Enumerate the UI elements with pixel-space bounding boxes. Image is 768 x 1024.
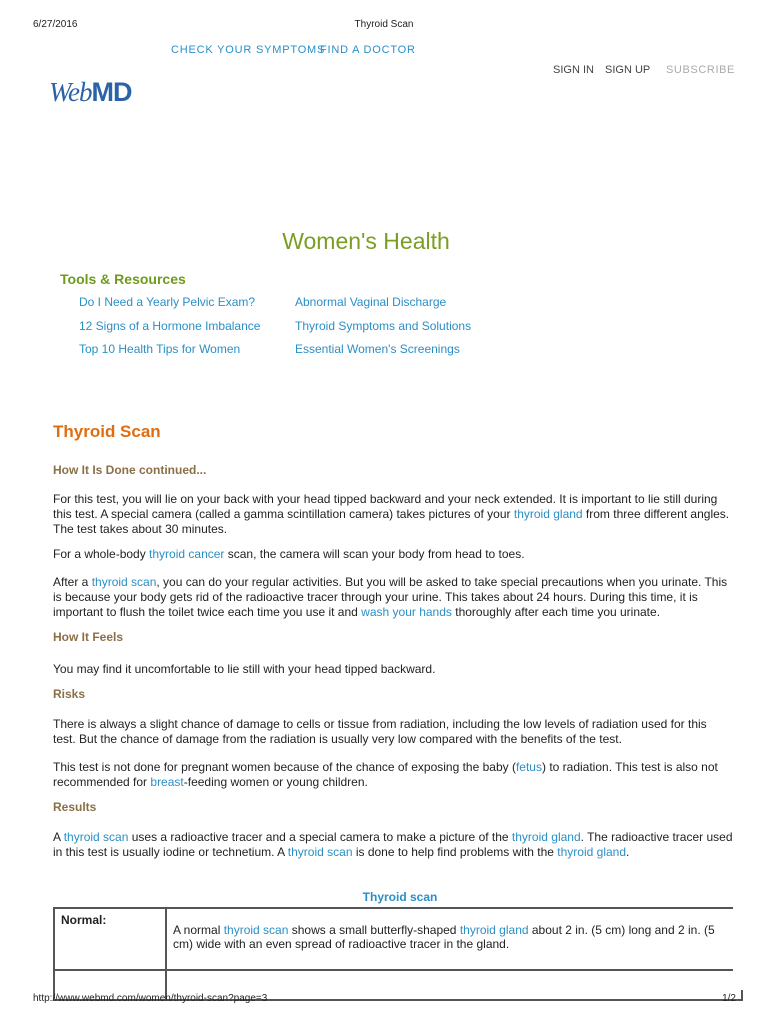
- table-cell-label: Normal:: [54, 908, 166, 970]
- link-thyroid-gland[interactable]: thyroid gland: [511, 830, 581, 844]
- paragraph-line: For this test, you will lie on your back with your head tipped backward and your neck extended. It is important to lie still during: [53, 492, 718, 506]
- page-clip: [733, 900, 768, 990]
- paragraph-line: You may find it uncomfortable to lie still with your head tipped backward.: [53, 662, 436, 676]
- heading-risks: Risks: [53, 687, 86, 701]
- webmd-logo[interactable]: WebMD: [49, 77, 132, 107]
- tool-link-screenings[interactable]: Essential Women's Screenings: [295, 342, 460, 356]
- section-title: Women's Health: [282, 228, 450, 254]
- print-url: http://www.webmd.com/women/thyroid-scan?page=3: [33, 993, 268, 1004]
- paragraph-line: in this test is usually iodine or technetium. A thyroid scan is done to help find problems with the thyroid gland.: [53, 845, 630, 859]
- link-thyroid-scan[interactable]: thyroid scan: [287, 845, 353, 859]
- tool-link-health-tips[interactable]: Top 10 Health Tips for Women: [79, 342, 241, 356]
- link-thyroid-gland[interactable]: thyroid gland: [459, 923, 529, 937]
- link-thyroid-scan[interactable]: thyroid scan: [91, 575, 157, 589]
- paragraph-line: For a whole-body thyroid cancer scan, the camera will scan your body from head to toes.: [53, 547, 525, 561]
- paragraph-line: test. But the chance of damage from the radiation is usually very low compared with the benefits of the test.: [53, 732, 622, 746]
- link-thyroid-scan[interactable]: thyroid scan: [63, 830, 129, 844]
- print-page-number: 1/2: [722, 993, 736, 1004]
- table-cell-value: A normal thyroid scan shows a small butterfly-shaped thyroid gland about 2 in. (5 cm) long and 2 in. (5 cm) wide with an even spread of radioactive tracer in the gland.: [166, 908, 742, 970]
- paragraph-line: The test takes about 30 minutes.: [53, 522, 228, 536]
- link-thyroid-gland[interactable]: thyroid gland: [513, 507, 583, 521]
- tools-heading: Tools & Resources: [60, 271, 186, 287]
- print-date: 6/27/2016: [33, 19, 78, 30]
- tool-link-pelvic-exam[interactable]: Do I Need a Yearly Pelvic Exam?: [79, 295, 256, 309]
- sign-up-link[interactable]: SIGN UP: [605, 64, 651, 76]
- paragraph-line: recommended for breast-feeding women or young children.: [53, 775, 368, 789]
- heading-results: Results: [53, 800, 97, 814]
- paragraph-line: is because your body gets rid of the radioactive tracer through your urine. This takes about 24 hours. During this time, it is: [53, 590, 698, 604]
- link-fetus[interactable]: fetus: [515, 760, 542, 774]
- paragraph-line: There is always a slight chance of damage to cells or tissue from radiation, including the low levels of radiation used for this: [53, 717, 707, 731]
- paragraph-line: this test. A special camera (called a gamma scintillation camera) takes pictures of your thyroid gland from three different angles.: [53, 507, 730, 521]
- tool-link-vaginal-discharge[interactable]: Abnormal Vaginal Discharge: [295, 295, 447, 309]
- link-breast[interactable]: breast: [150, 775, 184, 789]
- nav-find-doctor[interactable]: FIND A DOCTOR: [320, 44, 416, 56]
- article-body: [53, 422, 733, 860]
- paragraph-line: After a thyroid scan, you can do your regular activities. But you will be asked to take special precautions when you urinate. This: [53, 575, 728, 589]
- table-row: [54, 908, 742, 970]
- results-table: [53, 907, 743, 1001]
- print-title: Thyroid Scan: [354, 19, 414, 30]
- sign-in-link[interactable]: SIGN IN: [553, 64, 594, 76]
- link-thyroid-scan[interactable]: thyroid scan: [223, 923, 289, 937]
- table-caption: Thyroid scan: [362, 890, 438, 904]
- heading-how-feels: How It Feels: [53, 630, 124, 644]
- article-title: Thyroid Scan: [53, 422, 161, 441]
- paragraph-line: important to flush the toilet twice each time you use it and wash your hands thoroughly after each time you urinate.: [53, 605, 661, 619]
- paragraph-line: This test is not done for pregnant women because of the chance of exposing the baby (fetus) to radiation. This test is also not: [53, 760, 718, 774]
- tool-link-hormone-imbalance[interactable]: 12 Signs of a Hormone Imbalance: [79, 319, 261, 333]
- link-thyroid-cancer[interactable]: thyroid cancer: [149, 547, 225, 561]
- nav-check-symptoms[interactable]: CHECK YOUR SYMPTOMS: [171, 44, 326, 56]
- paragraph-line: A thyroid scan uses a radioactive tracer and a special camera to make a picture of the thyroid gland. The radioactive tracer used: [53, 830, 733, 844]
- link-thyroid-gland[interactable]: thyroid gland: [557, 845, 627, 859]
- heading-how-done: How It Is Done continued...: [53, 463, 207, 477]
- subscribe-link[interactable]: SUBSCRIBE: [666, 64, 735, 76]
- link-wash-hands[interactable]: wash your hands: [361, 605, 452, 619]
- tool-link-thyroid-symptoms[interactable]: Thyroid Symptoms and Solutions: [295, 319, 472, 333]
